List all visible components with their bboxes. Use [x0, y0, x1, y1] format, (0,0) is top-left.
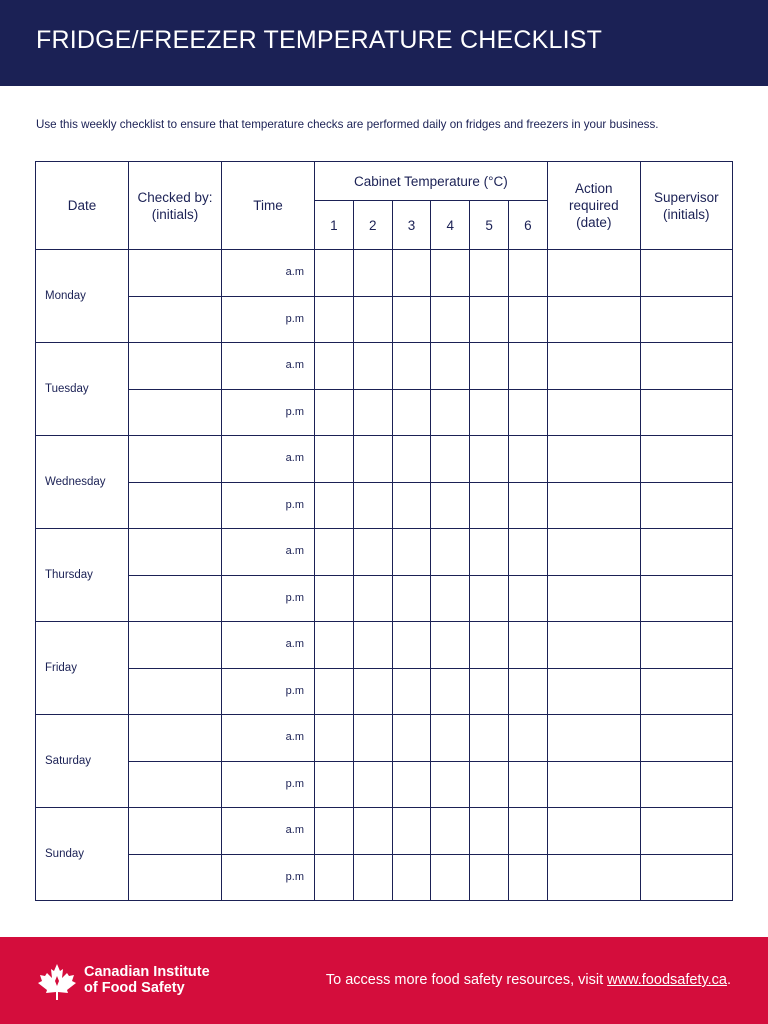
action-required-cell[interactable] — [547, 529, 640, 576]
day-row-am — [36, 436, 733, 483]
cabinet-temperature-cell[interactable] — [431, 808, 470, 855]
cabinet-temperature-cell[interactable] — [315, 296, 354, 343]
supervisor-cell[interactable] — [640, 529, 732, 576]
cabinet-temperature-cell[interactable] — [508, 668, 547, 715]
supervisor-cell[interactable] — [640, 715, 732, 762]
cabinet-temperature-cell[interactable] — [353, 715, 392, 762]
time-column-header: Time — [222, 162, 315, 250]
cabinet-temperature-cell[interactable] — [431, 715, 470, 762]
action-required-cell[interactable] — [547, 715, 640, 762]
action-required-cell[interactable] — [547, 296, 640, 343]
cabinet-temperature-cell[interactable] — [431, 389, 470, 436]
cabinet-number: 4 — [431, 201, 470, 250]
day-label: Thursday — [36, 529, 129, 622]
cabinet-temperature-cell[interactable] — [470, 250, 509, 297]
cabinet-temperature-cell[interactable] — [470, 436, 509, 483]
time-label: a.m — [222, 622, 315, 669]
cabinet-temperature-cell[interactable] — [508, 622, 547, 669]
cabinet-temperature-cell[interactable] — [392, 482, 431, 529]
supervisor-cell[interactable] — [640, 343, 732, 390]
day-label: Saturday — [36, 715, 129, 808]
cabinet-number: 3 — [392, 201, 431, 250]
temperature-table — [35, 161, 733, 901]
cabinet-temperature-cell[interactable] — [508, 436, 547, 483]
cabinet-temperature-cell[interactable] — [470, 761, 509, 808]
cabinet-number: 2 — [353, 201, 392, 250]
supervisor-cell[interactable] — [640, 854, 732, 901]
cabinet-temperature-cell[interactable] — [353, 436, 392, 483]
action-required-cell[interactable] — [547, 808, 640, 855]
time-label: p.m — [222, 668, 315, 715]
time-label: a.m — [222, 529, 315, 576]
cabinet-temperature-cell[interactable] — [392, 389, 431, 436]
supervisor-cell[interactable] — [640, 575, 732, 622]
cabinet-temperature-cell[interactable] — [470, 296, 509, 343]
checked-by-cell[interactable] — [129, 436, 222, 483]
cabinet-temperature-cell[interactable] — [431, 343, 470, 390]
cabinet-temperature-cell[interactable] — [431, 436, 470, 483]
cabinet-temperature-cell[interactable] — [315, 575, 354, 622]
checklist-sheet — [35, 161, 732, 901]
checked-by-cell[interactable] — [129, 761, 222, 808]
day-row-pm — [36, 482, 733, 529]
day-label: Tuesday — [36, 343, 129, 436]
day-row-am — [36, 250, 733, 297]
action-required-column-header: Action required (date) — [547, 162, 640, 250]
supervisor-cell[interactable] — [640, 436, 732, 483]
cabinet-temperature-cell[interactable] — [431, 482, 470, 529]
cabinet-temperature-cell[interactable] — [470, 389, 509, 436]
cabinet-temperature-cell[interactable] — [315, 389, 354, 436]
action-required-cell[interactable] — [547, 575, 640, 622]
checked-by-cell[interactable] — [129, 482, 222, 529]
time-label: a.m — [222, 715, 315, 762]
time-label: p.m — [222, 761, 315, 808]
cabinet-temperature-cell[interactable] — [315, 343, 354, 390]
day-row-pm — [36, 575, 733, 622]
org-name-line-2: of Food Safety — [84, 980, 185, 996]
footer-note-period: . — [726, 972, 731, 988]
cabinet-temperature-cell[interactable] — [508, 808, 547, 855]
supervisor-cell[interactable] — [640, 761, 732, 808]
footer-note-text: To access more food safety resources, visit — [325, 972, 608, 988]
time-label: a.m — [222, 343, 315, 390]
cabinet-temperature-cell[interactable] — [315, 622, 354, 669]
day-label: Sunday — [36, 808, 129, 901]
cabinet-temperature-cell[interactable] — [392, 761, 431, 808]
cabinet-temperature-cell[interactable] — [470, 482, 509, 529]
day-row-pm — [36, 854, 733, 901]
checked-by-cell[interactable] — [129, 715, 222, 762]
action-required-cell[interactable] — [547, 622, 640, 669]
cabinet-temperature-cell[interactable] — [431, 622, 470, 669]
cabinet-temperature-cell[interactable] — [353, 482, 392, 529]
time-label: p.m — [222, 296, 315, 343]
supervisor-cell[interactable] — [640, 668, 732, 715]
cabinet-temperature-cell[interactable] — [392, 854, 431, 901]
cabinet-temperature-cell[interactable] — [508, 343, 547, 390]
cabinet-temperature-cell[interactable] — [315, 761, 354, 808]
checked-by-cell[interactable] — [129, 575, 222, 622]
cabinet-temperature-cell[interactable] — [470, 343, 509, 390]
cabinet-temperature-cell[interactable] — [353, 854, 392, 901]
page-title: FRIDGE/FREEZER TEMPERATURE CHECKLIST — [36, 26, 603, 54]
checked-by-cell[interactable] — [129, 343, 222, 390]
day-row-pm — [36, 668, 733, 715]
day-row-am — [36, 343, 733, 390]
checked-by-cell[interactable] — [129, 250, 222, 297]
page-header — [0, 0, 768, 86]
cabinet-temperature-cell[interactable] — [470, 854, 509, 901]
supervisor-cell[interactable] — [640, 622, 732, 669]
time-label: a.m — [222, 436, 315, 483]
action-required-cell[interactable] — [547, 482, 640, 529]
day-row-am — [36, 808, 733, 855]
time-label: a.m — [222, 250, 315, 297]
foodsafety-link[interactable]: www.foodsafety.ca — [607, 972, 727, 988]
action-required-cell[interactable] — [547, 389, 640, 436]
supervisor-cell[interactable] — [640, 482, 732, 529]
day-row-am — [36, 715, 733, 762]
cabinet-temperature-cell[interactable] — [431, 761, 470, 808]
supervisor-column-header: Supervisor (initials) — [640, 162, 732, 250]
action-required-cell[interactable] — [547, 761, 640, 808]
supervisor-cell[interactable] — [640, 389, 732, 436]
cabinet-temperature-cell[interactable] — [353, 622, 392, 669]
cabinet-temperature-cell[interactable] — [508, 389, 547, 436]
cabinet-temperature-cell[interactable] — [431, 250, 470, 297]
cabinet-temperature-cell[interactable] — [470, 808, 509, 855]
supervisor-cell[interactable] — [640, 808, 732, 855]
cabinet-temperature-cell[interactable] — [508, 296, 547, 343]
day-rows — [36, 250, 733, 901]
checked-by-column-header: Checked by: (initials) — [129, 162, 222, 250]
maple-leaf-icon — [36, 963, 78, 1001]
cabinet-temperature-cell[interactable] — [392, 575, 431, 622]
cabinet-temperature-cell[interactable] — [431, 854, 470, 901]
supervisor-cell[interactable] — [640, 250, 732, 297]
cabinet-temperature-cell[interactable] — [431, 296, 470, 343]
cabinet-temperature-cell[interactable] — [431, 529, 470, 576]
cabinet-temperature-cell[interactable] — [353, 296, 392, 343]
cabinet-temperature-cell[interactable] — [315, 250, 354, 297]
cabinet-temperature-cell[interactable] — [508, 250, 547, 297]
cabinet-temperature-cell[interactable] — [353, 529, 392, 576]
day-row-pm — [36, 296, 733, 343]
cabinet-temperature-cell[interactable] — [392, 250, 431, 297]
action-required-cell[interactable] — [547, 668, 640, 715]
cabinet-temperature-cell[interactable] — [470, 622, 509, 669]
org-name-line-1: Canadian Institute — [84, 964, 210, 980]
day-label: Friday — [36, 622, 129, 715]
cabinet-temperature-cell[interactable] — [470, 529, 509, 576]
checked-by-cell[interactable] — [129, 854, 222, 901]
cabinet-temperature-cell[interactable] — [392, 343, 431, 390]
cabinet-temperature-cell[interactable] — [353, 250, 392, 297]
cabinet-temperature-cell[interactable] — [470, 715, 509, 762]
cabinet-temperature-cell[interactable] — [353, 668, 392, 715]
cabinet-temperature-cell[interactable] — [315, 529, 354, 576]
time-label: p.m — [222, 482, 315, 529]
day-label: Monday — [36, 250, 129, 343]
cabinet-number: 1 — [315, 201, 354, 250]
cabinet-temperature-cell[interactable] — [315, 854, 354, 901]
cabinet-temperature-cell[interactable] — [470, 575, 509, 622]
checked-by-cell[interactable] — [129, 529, 222, 576]
cabinet-temperature-cell[interactable] — [353, 761, 392, 808]
cabinet-temperature-cell[interactable] — [508, 761, 547, 808]
cabinet-temperature-cell[interactable] — [508, 529, 547, 576]
cabinet-temperature-cell[interactable] — [353, 343, 392, 390]
cabinet-temperature-cell[interactable] — [392, 529, 431, 576]
time-label: p.m — [222, 575, 315, 622]
cabinet-temperature-cell[interactable] — [315, 482, 354, 529]
cabinet-number: 5 — [470, 201, 509, 250]
cabinet-temperature-cell[interactable] — [392, 436, 431, 483]
checked-by-cell[interactable] — [129, 808, 222, 855]
cabinet-temperature-cell[interactable] — [315, 715, 354, 762]
time-label: a.m — [222, 808, 315, 855]
cabinet-temperature-cell[interactable] — [353, 575, 392, 622]
footer-note — [326, 972, 731, 988]
action-required-cell[interactable] — [547, 854, 640, 901]
checked-by-cell[interactable] — [129, 622, 222, 669]
day-row-am — [36, 529, 733, 576]
cabinet-temperature-cell[interactable] — [431, 668, 470, 715]
supervisor-cell[interactable] — [640, 296, 732, 343]
page-footer — [0, 937, 768, 1024]
cabinet-temperature-cell[interactable] — [508, 715, 547, 762]
cabinet-temperature-cell[interactable] — [315, 808, 354, 855]
cabinet-temperature-cell[interactable] — [315, 668, 354, 715]
cabinet-temperature-cell[interactable] — [508, 482, 547, 529]
intro-text: Use this weekly checklist to ensure that temperature checks are performed daily on fridges and freezers in your business. — [36, 118, 659, 131]
cabinet-temperature-cell[interactable] — [392, 668, 431, 715]
action-required-cell[interactable] — [547, 343, 640, 390]
action-required-cell[interactable] — [547, 436, 640, 483]
org-name — [84, 964, 210, 996]
checked-by-cell[interactable] — [129, 668, 222, 715]
cabinet-temperature-cell[interactable] — [392, 296, 431, 343]
day-row-am — [36, 622, 733, 669]
cabinet-temperature-cell[interactable] — [392, 622, 431, 669]
cabinet-temperature-cell[interactable] — [508, 575, 547, 622]
day-label: Wednesday — [36, 436, 129, 529]
cabinet-temperature-cell[interactable] — [353, 808, 392, 855]
checked-by-cell[interactable] — [129, 296, 222, 343]
day-row-pm — [36, 389, 733, 436]
cabinet-temperature-cell[interactable] — [431, 575, 470, 622]
action-required-cell[interactable] — [547, 250, 640, 297]
time-label: p.m — [222, 854, 315, 901]
checked-by-cell[interactable] — [129, 389, 222, 436]
time-label: p.m — [222, 389, 315, 436]
cabinet-temperature-cell[interactable] — [315, 436, 354, 483]
cabinet-temperature-cell[interactable] — [392, 715, 431, 762]
day-row-pm — [36, 761, 733, 808]
cabinet-temperature-cell[interactable] — [392, 808, 431, 855]
cabinet-temperature-cell[interactable] — [508, 854, 547, 901]
cabinet-temperature-cell[interactable] — [470, 668, 509, 715]
cabinet-number: 6 — [508, 201, 547, 250]
cabinet-temperature-header: Cabinet Temperature (°C) — [315, 162, 548, 201]
date-column-header: Date — [36, 162, 129, 250]
cabinet-temperature-cell[interactable] — [353, 389, 392, 436]
